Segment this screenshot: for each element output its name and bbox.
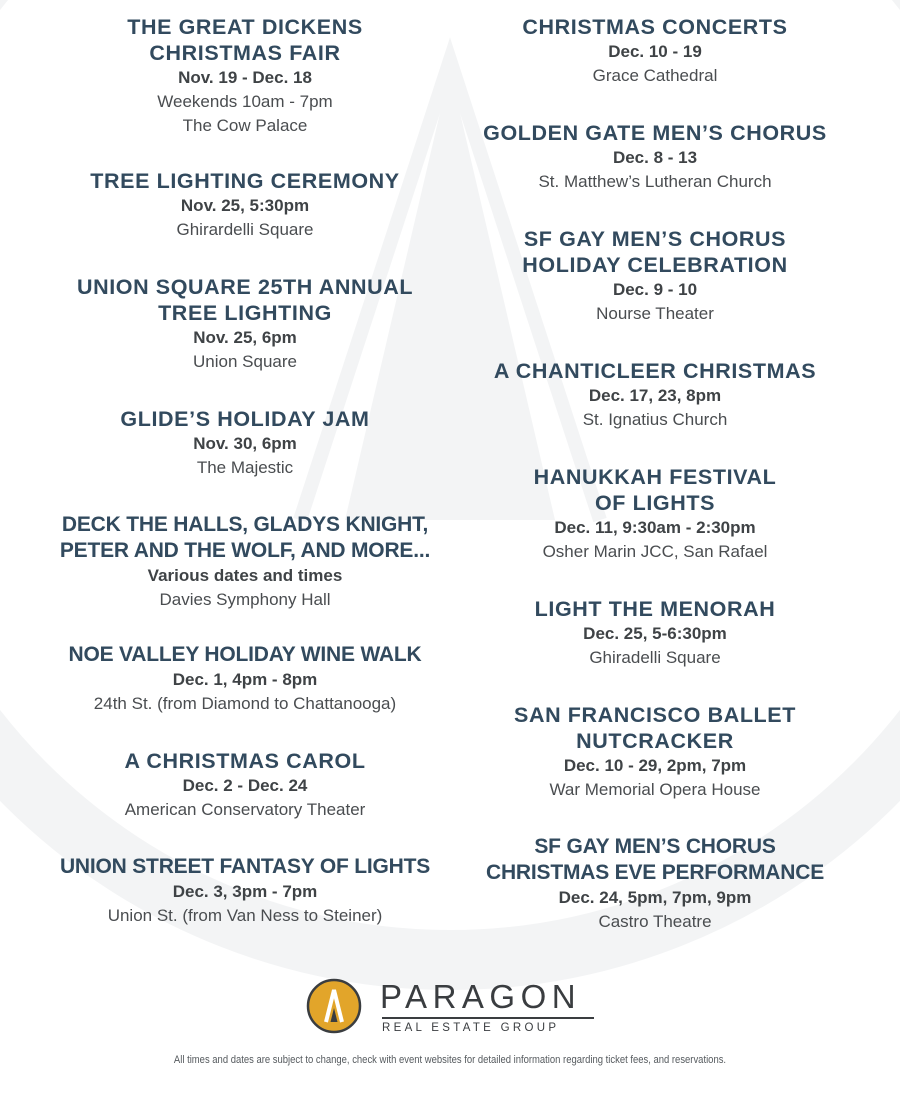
event-date: Dec. 10 - 29, 2pm, 7pm xyxy=(563,756,747,775)
event-venue: War Memorial Opera House xyxy=(549,780,761,799)
event-date: Dec. 17, 23, 8pm xyxy=(588,386,722,405)
event-title: UNION SQUARE 25TH ANNUAL TREE LIGHTING xyxy=(76,275,414,325)
event-venue: Union St. (from Van Ness to Steiner) xyxy=(107,906,383,925)
disclaimer-text: All times and dates are subject to change, check with event websites for detailed information regarding ticket fees, and reservations. xyxy=(173,1054,727,1066)
event-title: NOE VALLEY HOLIDAY WINE WALK xyxy=(68,643,422,666)
event-title: LIGHT THE MENORAH xyxy=(534,597,776,621)
event-glides-holiday-jam xyxy=(20,406,470,480)
event-chanticleer-christmas xyxy=(430,358,880,432)
event-union-square-tree-lighting xyxy=(20,274,470,374)
event-title: TREE LIGHTING CEREMONY xyxy=(90,169,400,193)
event-venue: The Cow Palace xyxy=(182,116,308,135)
logo-subtitle: REAL ESTATE GROUP xyxy=(382,1022,560,1034)
event-date: Dec. 3, 3pm - 7pm xyxy=(172,882,318,901)
logo-name: PARAGON xyxy=(380,978,582,1015)
event-venue: Grace Cathedral xyxy=(592,66,718,85)
event-date: Dec. 1, 4pm - 8pm xyxy=(172,670,318,689)
right-event-column xyxy=(430,14,880,934)
event-venue: Nourse Theater xyxy=(596,304,714,323)
event-time: Weekends 10am - 7pm xyxy=(157,92,333,111)
event-venue: St. Matthew’s Lutheran Church xyxy=(538,172,772,191)
left-event-column xyxy=(20,14,470,928)
event-venue: 24th St. (from Diamond to Chattanooga) xyxy=(93,694,397,713)
event-venue: Osher Marin JCC, San Rafael xyxy=(542,542,768,561)
event-venue: Castro Theatre xyxy=(598,912,712,931)
event-golden-gate-mens-chorus xyxy=(430,120,880,194)
event-title: A CHANTICLEER CHRISTMAS xyxy=(493,359,817,383)
event-noe-valley-wine-walk xyxy=(20,642,470,716)
event-date: Dec. 24, 5pm, 7pm, 9pm xyxy=(558,888,752,907)
paragon-logo-mark-icon xyxy=(306,978,362,1034)
event-date: Dec. 25, 5-6:30pm xyxy=(583,624,727,643)
event-title: GOLDEN GATE MEN’S CHORUS xyxy=(483,121,827,145)
event-tree-lighting-ceremony xyxy=(20,168,470,242)
event-date: Dec. 9 - 10 xyxy=(612,280,698,299)
event-light-the-menorah xyxy=(430,596,880,670)
event-title: SF GAY MEN’S CHORUS HOLIDAY CELEBRATION xyxy=(522,227,788,277)
event-title: SF GAY MEN’S CHORUS CHRISTMAS EVE PERFORMANCE xyxy=(485,835,825,884)
event-date: Nov. 30, 6pm xyxy=(193,434,297,453)
event-date: Dec. 11, 9:30am - 2:30pm xyxy=(554,518,756,537)
event-date: Various dates and times xyxy=(147,566,343,585)
event-date: Dec. 10 - 19 xyxy=(608,42,702,61)
event-christmas-concerts xyxy=(430,14,880,88)
event-venue: Ghiradelli Square xyxy=(589,648,721,667)
event-date: Dec. 2 - Dec. 24 xyxy=(182,776,308,795)
event-title: DECK THE HALLS, GLADYS KNIGHT, PETER AND THE WOLF, AND MORE... xyxy=(59,513,431,562)
event-venue: Davies Symphony Hall xyxy=(159,590,331,609)
event-title: GLIDE’S HOLIDAY JAM xyxy=(120,407,370,431)
logo-divider xyxy=(382,1017,594,1019)
event-date: Dec. 8 - 13 xyxy=(612,148,698,167)
event-dickens-fair xyxy=(20,14,470,138)
event-title: THE GREAT DICKENS CHRISTMAS FAIR xyxy=(127,15,363,65)
event-hanukkah-festival xyxy=(430,464,880,564)
event-title: SAN FRANCISCO BALLET NUTCRACKER xyxy=(514,703,796,753)
event-venue: American Conservatory Theater xyxy=(124,800,366,819)
event-date: Nov. 25, 6pm xyxy=(193,328,297,347)
event-title: UNION STREET FANTASY OF LIGHTS xyxy=(59,855,431,878)
event-venue: The Majestic xyxy=(196,458,294,477)
event-sf-gay-mens-chorus-christmas-eve xyxy=(430,834,880,934)
event-venue: Union Square xyxy=(193,352,297,371)
event-title: A CHRISTMAS CAROL xyxy=(124,749,366,773)
paragon-logo xyxy=(306,978,606,1040)
event-deck-the-halls xyxy=(20,512,470,612)
event-title: HANUKKAH FESTIVAL OF LIGHTS xyxy=(533,465,777,515)
event-title: CHRISTMAS CONCERTS xyxy=(522,15,788,39)
event-sf-gay-mens-chorus-holiday xyxy=(430,226,880,326)
event-sf-ballet-nutcracker xyxy=(430,702,880,802)
event-christmas-carol xyxy=(20,748,470,822)
event-venue: St. Ignatius Church xyxy=(582,410,728,429)
event-union-street-lights xyxy=(20,854,470,928)
event-date: Nov. 25, 5:30pm xyxy=(180,196,310,215)
event-date: Nov. 19 - Dec. 18 xyxy=(178,68,312,87)
event-venue: Ghirardelli Square xyxy=(176,220,314,239)
